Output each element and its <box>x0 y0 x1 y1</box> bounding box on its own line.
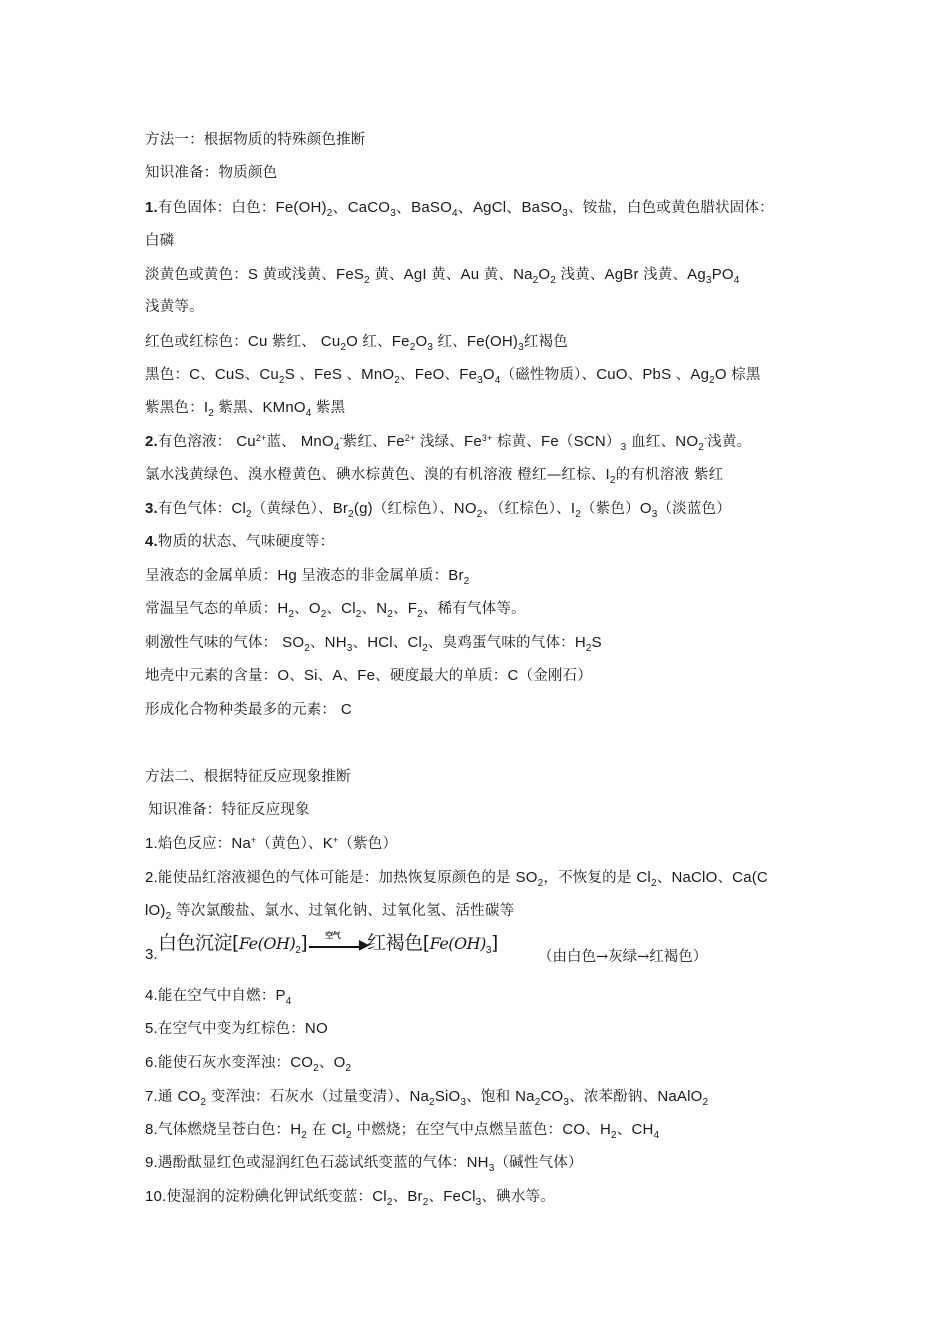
pale-yellow-line: 淡黄色或黄色：S 黄或浅黄、FeS$_2$ 黄、AgI 黄、Au 黄、$Na_2O_2$ 浅黄、AgBr 浅黄、$Ag_3PO_4$ <box>145 266 740 286</box>
method-one-prep: 知识准备：物质颜色 <box>145 165 278 181</box>
co2-turbid-line: 7.通 $CO_2$ 变浑浊：石灰水（过量变清）、$Na_2SiO_3$、饱和 $Na_2CO_3$、浓苯酚钠、NaAlO$_2$ <box>145 1088 709 1108</box>
red-line: 红色或红棕色：Cu 紫红、 $Cu_2O$ 红、$Fe_2O_3$ 红、$Fe(OH)_3$红褐色 <box>145 333 568 353</box>
method-two-prep: 知识准备：特征反应现象 <box>148 802 310 818</box>
reaction-arrow-icon: 空气 ▶ <box>309 940 365 948</box>
flame-test-line: 1.焰色反应：Na+（黄色）、K+（紫色） <box>145 835 398 852</box>
white-phosphorus-line: 白磷 <box>145 233 175 249</box>
starch-iodide-line: 10.使湿润的淀粉碘化钾试纸变蓝：$Cl_2$、$Br_2$、FeCl$_3$、碘水等。 <box>145 1188 555 1208</box>
colored-solutions-line: 2.有色溶液： $Cu^{2+}$蓝、 MnO$_4$-紫红、$Fe^{2+}$ 浅绿、$Fe^{3+}$ 棕黄、$Fe(SCN)_3$ 血红、$NO_2^-$浅黄。 <box>145 433 752 453</box>
equation-left-text: 白色沉淀 <box>158 932 233 954</box>
method-one-title: 方法一：根据物质的特殊颜色推断 <box>145 132 366 148</box>
limewater-line: 6.能使石灰水变浑浊：$CO_2$、$O_2$ <box>145 1054 352 1074</box>
method-two-title: 方法二、根据特征反应现象推断 <box>145 769 351 785</box>
purple-black-line: 紫黑色：$I_2$ 紫黑、KMnO$_4$ 紫黑 <box>145 399 346 419</box>
pale-yellow-line-cont: 浅黄等。 <box>145 299 204 315</box>
halogen-water-line: 氯水浅黄绿色、溴水橙黄色、碘水棕黄色、溴的有机溶液 橙红—红棕、$I_2$的有机溶液 紫红 <box>145 466 724 486</box>
crust-elements-line: 地壳中元素的含量：O、Si、A、Fe、硬度最大的单质：C（金刚石） <box>145 667 593 684</box>
pungent-gases-line: 刺激性气味的气体： $SO_2$、$NH_3$、HCl、$Cl_2$、臭鸡蛋气味的气体：$H_2S$ <box>145 634 602 654</box>
bleach-gas-line: 2.能使品红溶液褪色的气体可能是：加热恢复原颜色的是 $SO_2$，不恢复的是 $Cl_2$、NaClO、Ca(C <box>145 869 768 889</box>
colored-solids-line: 1.有色固体：白色：$Fe(OH)_2$、CaCO$_3$、BaSO$_4$、AgCl、BaSO$_3$、铵盐，白色或黄色腊状固体： <box>145 199 774 219</box>
equation-right-text: 红褐色 <box>367 932 423 954</box>
colored-gases-line: 3.有色气体：$Cl_2$（黄绿色）、$Br_2(g)$（红棕色）、$NO_2$、（红棕色）、$I_2$（紫色）$O_3$（淡蓝色） <box>145 500 731 520</box>
equation-right-formula: Fe(OH) <box>429 934 486 953</box>
alkaline-gas-line: 9.遇酚酞显红色或湿润红色石蕊试纸变蓝的气体：$NH_3$（碱性气体） <box>145 1154 583 1174</box>
self-ignite-line: 4.能在空气中自燃：$P_4$ <box>145 987 292 1007</box>
equation-note: （由白色→灰绿→红褐色） <box>538 949 708 965</box>
black-line: 黑色：C、CuS、$Cu_2S$ 、FeS 、MnO$_2$、FeO、$Fe_3O_4$（磁性物质）、CuO、PbS 、$Ag_2O$ 棕黑 <box>145 366 761 386</box>
liquid-elements-line: 呈液态的金属单质：Hg 呈液态的非金属单质：$Br_2$ <box>145 567 470 587</box>
equation-left-formula: Fe(OH) <box>238 934 296 953</box>
pale-flame-line: 8.气体燃烧呈苍白色：$H_2$ 在 $Cl_2$ 中燃烧；在空气中点燃呈蓝色：CO、$H_2$、$CH_4$ <box>145 1121 660 1141</box>
most-compounds-line: 形成化合物种类最多的元素： C <box>145 701 352 718</box>
state-smell-line: 4.物质的状态、气味硬度等： <box>145 533 335 550</box>
iron-hydroxide-equation: 白色沉淀$[Fe(OH)_2]$ 空气 ▶ 红褐色$[Fe(OH)_3]$ <box>158 930 498 956</box>
arrow-condition: 空气 <box>325 930 341 940</box>
equation-number: 3. <box>145 946 158 963</box>
gaseous-elements-line: 常温呈气态的单质：$H_2$、$O_2$、$Cl_2$、$N_2$、$F_2$、稀有气体等。 <box>145 600 526 620</box>
turns-red-brown-line: 5.在空气中变为红棕色：NO <box>145 1020 328 1037</box>
bleach-gas-line-cont: $lO)_2$ 等次氯酸盐、氯水、过氧化钠、过氧化氢、活性碳等 <box>145 902 515 922</box>
